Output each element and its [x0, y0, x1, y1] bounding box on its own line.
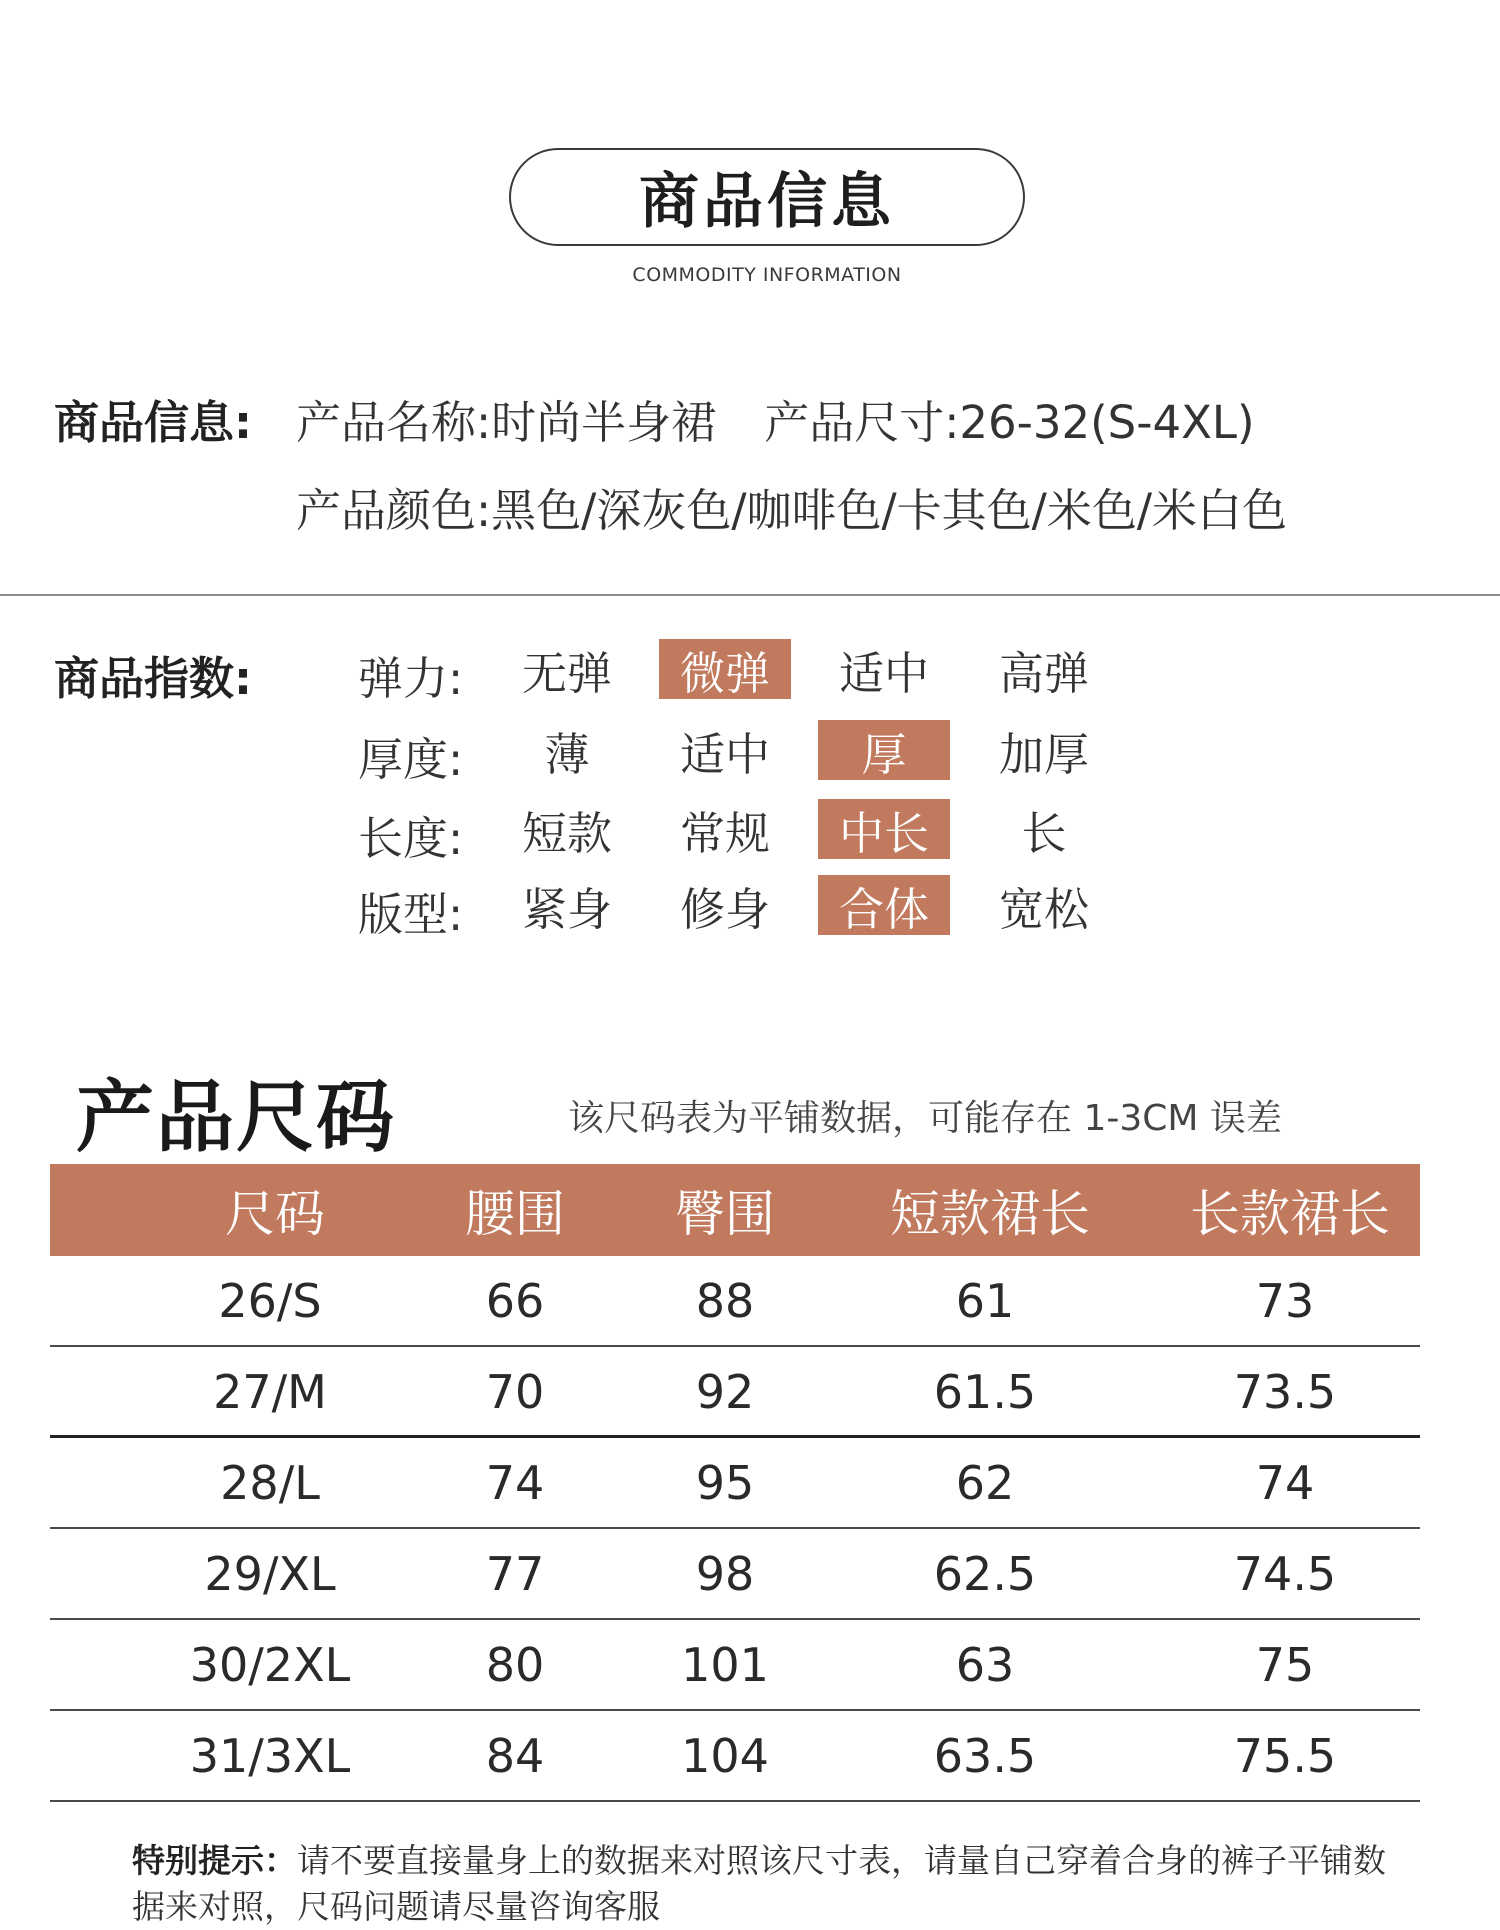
index-option: 短款 [521, 806, 612, 860]
table-cell: 62 [955, 1455, 1015, 1510]
table-cell: 62.5 [933, 1546, 1037, 1601]
index-option: 适中 [838, 646, 929, 700]
index-key: 弹力: [358, 652, 464, 705]
table-row [50, 1620, 1420, 1711]
table-cell: 77 [485, 1546, 545, 1601]
table-cell: 84 [485, 1728, 545, 1783]
column-header-hip: 臀围 [675, 1185, 775, 1243]
name-value: 时尚半身裙 [491, 396, 717, 449]
column-header-size: 尺码 [225, 1185, 325, 1243]
table-cell: 74 [485, 1455, 545, 1510]
table-cell: 74 [1255, 1455, 1315, 1510]
table-row [50, 1711, 1420, 1802]
special-tip [132, 1838, 1402, 1930]
table-cell: 73 [1255, 1273, 1315, 1328]
section-title-pill [509, 148, 1025, 246]
table-cell: 75 [1255, 1637, 1315, 1692]
table-cell: 29/XL [204, 1546, 336, 1601]
index-option-selected: 微弹 [659, 639, 791, 699]
section-subtitle: COMMODITY INFORMATION [632, 264, 902, 286]
table-cell: 95 [695, 1455, 755, 1510]
index-key: 版型: [358, 888, 464, 941]
size-label: 产品尺寸: [764, 396, 960, 449]
column-header-short-length: 短款裙长 [890, 1185, 1090, 1243]
table-cell: 30/2XL [189, 1637, 351, 1692]
table-row [50, 1347, 1420, 1438]
table-cell: 61 [955, 1273, 1015, 1328]
table-cell: 92 [695, 1364, 755, 1419]
section-title: 商品信息 [639, 167, 895, 237]
index-label: 商品指数: [54, 652, 252, 705]
index-option: 无弹 [521, 646, 612, 700]
info-line-color [296, 474, 1287, 539]
table-cell: 88 [695, 1273, 755, 1328]
column-header-waist: 腰围 [465, 1185, 565, 1243]
table-cell: 61.5 [933, 1364, 1037, 1419]
table-cell: 28/L [220, 1455, 320, 1510]
table-cell: 98 [695, 1546, 755, 1601]
tip-text: 请不要直接量身上的数据来对照该尺寸表，请量自己穿着合身的裤子平铺数据来对照，尺码问题请尽量咨询客服 [132, 1841, 1386, 1926]
index-option: 适中 [679, 727, 770, 781]
table-cell: 31/3XL [189, 1728, 351, 1783]
table-cell: 66 [485, 1273, 545, 1328]
index-key: 长度: [358, 812, 464, 865]
size-table-header [50, 1164, 1420, 1256]
table-cell: 73.5 [1233, 1364, 1337, 1419]
name-label: 产品名称: [296, 396, 492, 449]
table-cell: 80 [485, 1637, 545, 1692]
index-option: 修身 [679, 882, 770, 936]
index-option: 高弹 [998, 646, 1089, 700]
size-table-body [50, 1256, 1420, 1802]
index-option: 紧身 [521, 882, 612, 936]
index-option-selected: 中长 [818, 799, 950, 859]
index-option: 宽松 [998, 882, 1089, 936]
index-option: 加厚 [998, 727, 1089, 781]
size-chart-note: 该尺码表为平铺数据，可能存在 1-3CM 误差 [568, 1098, 1282, 1139]
table-cell: 101 [681, 1637, 769, 1692]
tip-label: 特别提示： [132, 1841, 297, 1880]
table-cell: 26/S [218, 1273, 322, 1328]
table-row [50, 1529, 1420, 1620]
table-cell: 63.5 [933, 1728, 1037, 1783]
column-header-long-length: 长款裙长 [1190, 1185, 1390, 1243]
info-line-name-size [296, 386, 1255, 451]
color-value: 黑色/深灰色/咖啡色/卡其色/米色/米白色 [491, 484, 1287, 537]
table-cell: 75.5 [1233, 1728, 1337, 1783]
table-cell: 63 [955, 1637, 1015, 1692]
size-value: 26-32(S-4XL) [959, 396, 1255, 449]
index-key: 厚度: [358, 733, 464, 786]
table-cell: 27/M [213, 1364, 327, 1419]
table-cell: 70 [485, 1364, 545, 1419]
table-cell: 74.5 [1233, 1546, 1337, 1601]
table-row [50, 1438, 1420, 1529]
index-option: 薄 [544, 727, 590, 781]
index-option: 常规 [679, 806, 770, 860]
color-label: 产品颜色: [296, 484, 492, 537]
index-option-selected: 合体 [818, 875, 950, 935]
size-chart-title: 产品尺码 [76, 1073, 397, 1163]
index-option-selected: 厚 [818, 720, 950, 780]
divider [0, 594, 1500, 596]
index-option: 长 [1021, 806, 1067, 860]
table-cell: 104 [681, 1728, 769, 1783]
table-row [50, 1256, 1420, 1347]
info-label: 商品信息: [54, 396, 252, 449]
